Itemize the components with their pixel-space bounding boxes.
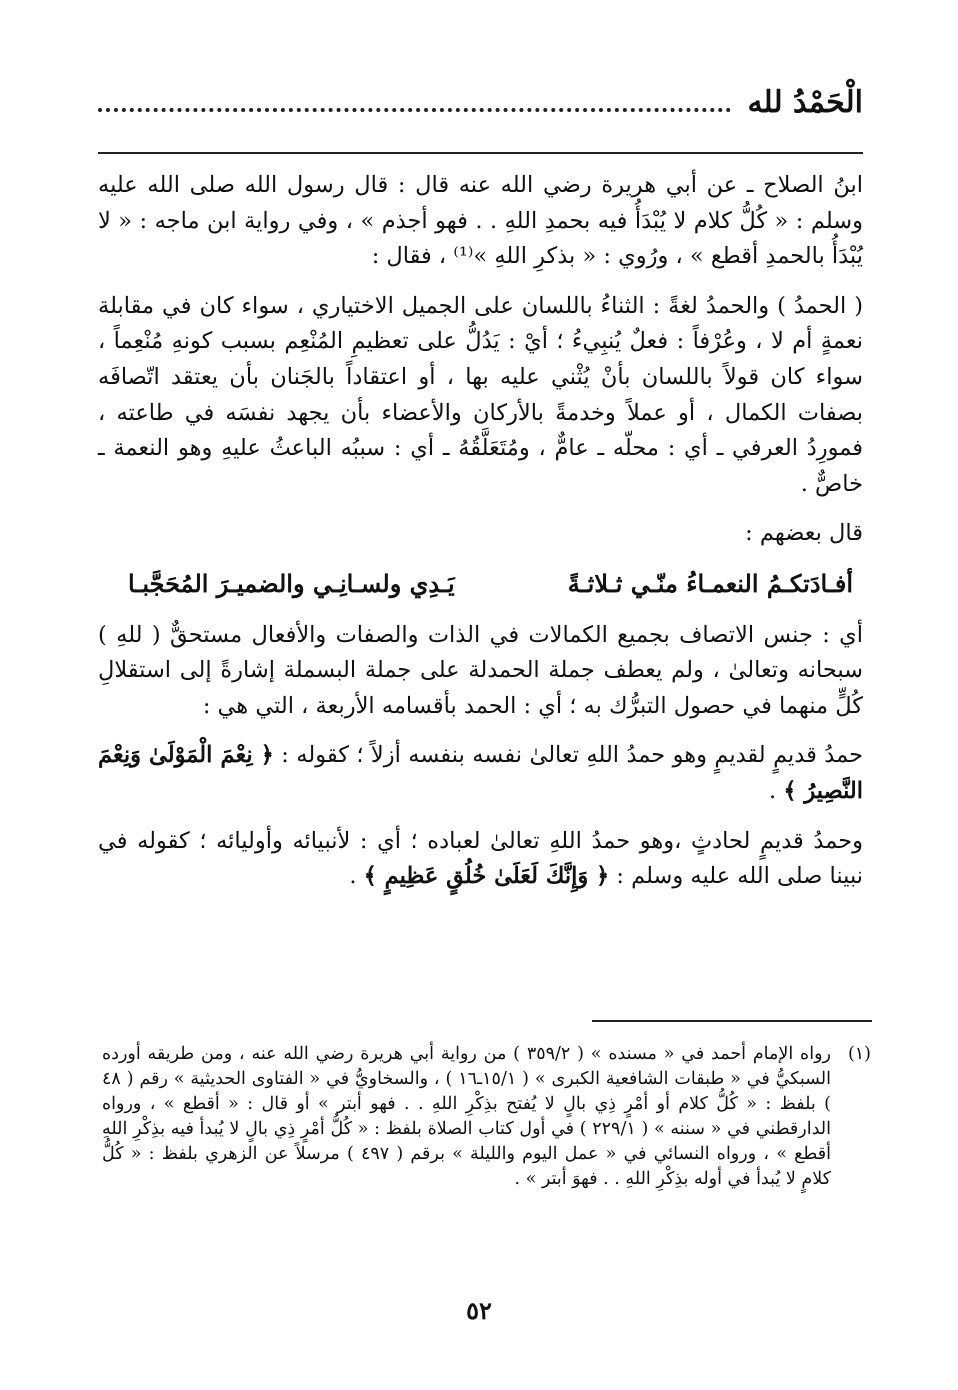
header-rule — [98, 152, 863, 154]
paragraph-2: ( الحمدُ ) والحمدُ لغةً : الثناءُ باللسان على الجميل الاختياري ، سواء كان في مقابلة نعمةٍ أم لا ، وعُرْفاً : فعلٌ يُنبِيءُ ؛ أيْ : يَدُلُّ على تعظيمِ المُنْعِم بسبب كونهِ مُنْعِماً ، سواء كان قولاً باللسان بأنْ يُثْني عليه بها ، أو اعتقاداً بالجَنان بأن يعتقد اتّصافَه بصفات الكمال ، أو عملاً وخدمةً بالأركان والأعضاء بأن يجهد نفسَه في طاعته ، فمورِدُ العرفي ـ أي : محلّه ـ عامٌّ ، ومُتَعَلَّقُهُ ـ أي : سببُه الباعثُ عليهِ وهو النعمة ـ خاصٌّ . — [98, 292, 863, 497]
paragraph-4: أي : جنس الاتصاف بجميع الكمالات في الذات والصفات والأفعال مستحقٌّ ( للهِ ) سبحانه وتعالىٰ ، ولم يعطف جملة الحمدلة على جملة البسملة إشارةً إلى استقلالِ كُلٍّ منهما في حصول التبرُّك به ؛ أي : الحمد بأقسامه الأربعة ، التي هي : — [98, 621, 863, 719]
footnote-rule — [592, 1020, 872, 1022]
footnote-text: رواه الإمام أحمد في « مسنده » ( ٣٥٩/٢ ) من رواية أبي هريرة رضي الله عنه ، ومن طريقه أورده السبكيُّ في « طبقات الشافعية الكبرى » ( ١٥/١ـ١٦ ) ، والسخاويُّ في « الفتاوى الحديثية » رقم ( ٤٨ ) بلفظ : « كُلُّ كلام أو أمْرٍ ذِي بالٍ لا يُفتح بذِكْرِ اللهِ . . فهو أبتر » أو قال : « أقطع » ، ورواه الدارقطني في « سننه » ( ٢٢٩/١ ) في أول كتاب الصلاة بلفظ : « كُلُّ أمْرٍ ذِي بالٍ لا يُبدأ فيه بذِكْرِ اللهِ أقطع » ، ورواه النسائي في « عمل اليوم والليلة » برقم ( ٤٩٧ ) مرسلاً عن الزهري بلفظ : « كُلُّ كلامٍ لا يُبدأ في أوله بذِكْرِ اللهِ . . فهوَ أبتر » . — [102, 1044, 831, 1189]
poem-hemistich-second: يَـدِي ولسـانِـي والضميـرَ المُحَجَّبـا — [128, 568, 455, 598]
page-number: ٥٢ — [466, 1296, 492, 1325]
paragraph-6 — [98, 824, 863, 895]
poem-verse — [128, 566, 853, 602]
paragraph-3: قال بعضهم : — [745, 520, 863, 547]
paragraph-5-end: . — [769, 777, 784, 804]
paragraph-1: ابنُ الصلاح ـ عن أبي هريرة رضي الله عنه قال : قال رسول الله صلى الله عليه وسلم : « كُلُّ كلام لا يُبْدَأُ فيه بحمدِ اللهِ . . فهو أجذم » ، وفي رواية ابن ماجه : « لا يُبْدَأُ بالحمدِ أقطع » ، ورُوي : « بذكرِ اللهِ »⁽¹⁾ ، فقال : — [98, 172, 863, 270]
quran-verse-2: ﴿ وَإِنَّكَ لَعَلَىٰ خُلُقٍ عَظِيمٍ ﴾ — [363, 863, 610, 890]
poem-hemistich-first: أفـادَتكـمُ النعمـاءُ منّـي ثـلاثـةً — [567, 568, 853, 598]
footnote — [102, 1042, 871, 1192]
header-title: الْحَمْدُ لله — [747, 85, 863, 120]
paragraph-5 — [98, 738, 863, 809]
quran-verse-1: ﴿ نِعْمَ الْمَوْلَىٰ وَنِعْمَ النَّصِيرُ ﴾ — [98, 742, 863, 804]
header-dot-leader — [98, 108, 731, 112]
paragraph-6-end: . — [349, 863, 364, 890]
paragraph-6-text: وحمدُ قديمٍ لحادثٍ ،وهو حمدُ اللهِ تعالىٰ لعباده ؛ أي : لأنبيائه وأوليائه ؛ كقوله في نبينا صلى الله عليه وسلم : — [98, 827, 863, 890]
paragraph-5-text: حمدُ قديمٍ لقديمٍ وهو حمدُ اللهِ تعالىٰ نفسه بنفسه أزلاً ؛ كقوله : — [281, 742, 864, 769]
main-text — [98, 168, 863, 909]
running-header — [98, 78, 863, 118]
footnote-number: (١) — [847, 1044, 871, 1064]
